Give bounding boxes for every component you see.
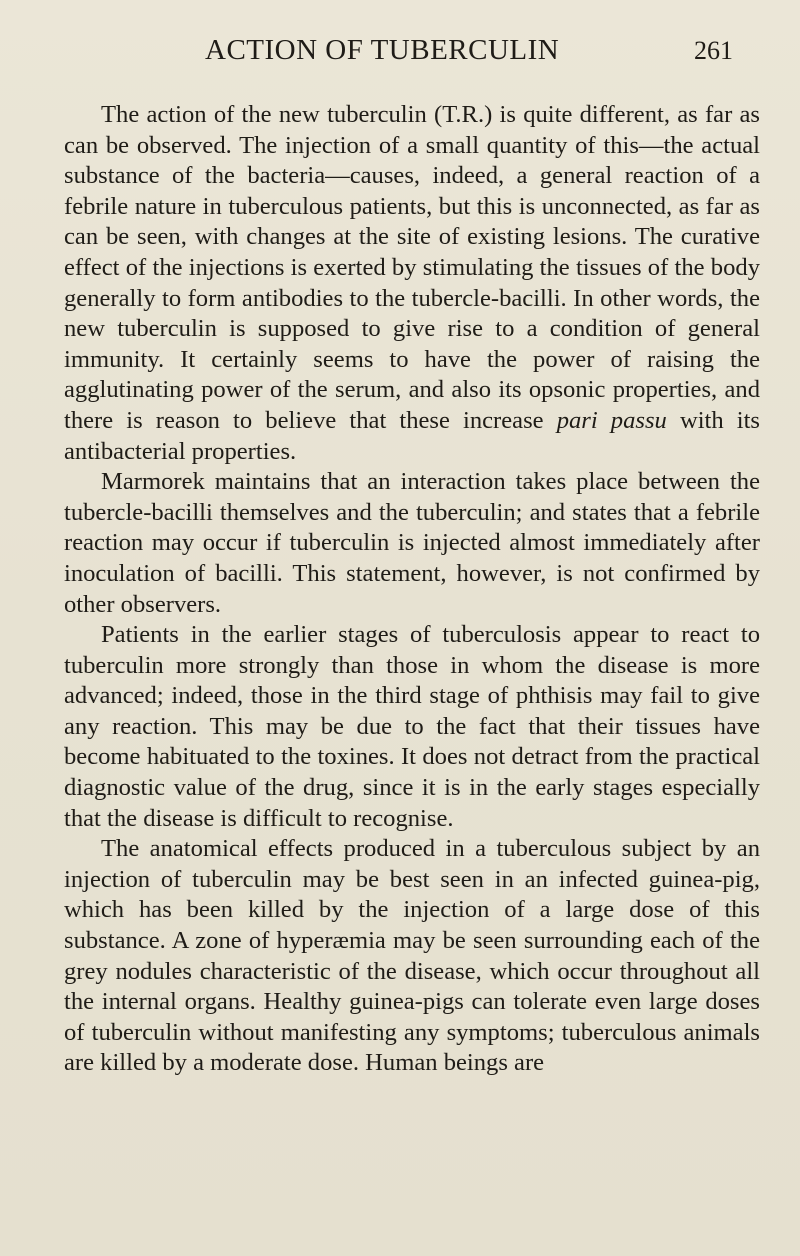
page-header	[0, 26, 800, 76]
paragraph-4: The anatomical effects produced in a tuberculous subject by an injection of tuberculin may be best seen in an infected guinea-pig, which has been killed by the injection of a large dose of this substance. A zone of hyperæmia may be seen surrounding each of the grey nodules characteristic of the disease, which occur throughout all the internal organs. Healthy guinea-pigs can tolerate even large doses of tuberculin without manifesting any symptoms; tuberculous animals are killed by a moderate dose. Human beings are	[64, 835, 760, 1077]
paragraph-2: Marmorek maintains that an interaction takes place between the tubercle-bacilli themselves and the tuberculin; and states that a febrile reaction may occur if tuberculin is injected almost immediately after inoculation of bacilli. This statement, however, is not confirmed by other observers.	[64, 468, 760, 618]
paragraph-1-end: with its antibacterial properties.	[64, 406, 761, 465]
paragraph-1-text: The action of the new tuberculin (T.R.) is quite different, as far as can be observed. The injection of a small quantity of this—the actual substance of the bacteria—causes, indeed, a general reaction of a febrile nature in tuberculous patients, but this is unconnected, as far as can be seen, with changes at the site of existing lesions. The curative effect of the injections is exerted by stimulating the tissues of the body generally to form antibodies to the tubercle-bacilli. In other words, the new tuberculin is supposed to give rise to a condition of general immunity. It certainly seems to have the power of raising the agglutinating power of the serum, and also its opsonic properties, and there is reason to believe that these increase	[64, 101, 760, 434]
paragraph-1	[64, 100, 760, 467]
latin-phrase: pari passu	[556, 406, 667, 434]
running-title: ACTION OF TUBERCULIN	[205, 34, 560, 66]
paragraph-3: Patients in the earlier stages of tuberculosis appear to react to tuberculin more strongly than those in whom the disease is more advanced; indeed, those in the third stage of phthisis may fail to give any reaction. This may be due to the fact that their tissues have become habituated to the toxines. It does not detract from the practical diagnostic value of the drug, since it is in the early stages especially that the disease is difficult to recognise.	[64, 621, 760, 832]
page-number: 261	[694, 36, 733, 65]
body-text	[64, 100, 760, 1079]
